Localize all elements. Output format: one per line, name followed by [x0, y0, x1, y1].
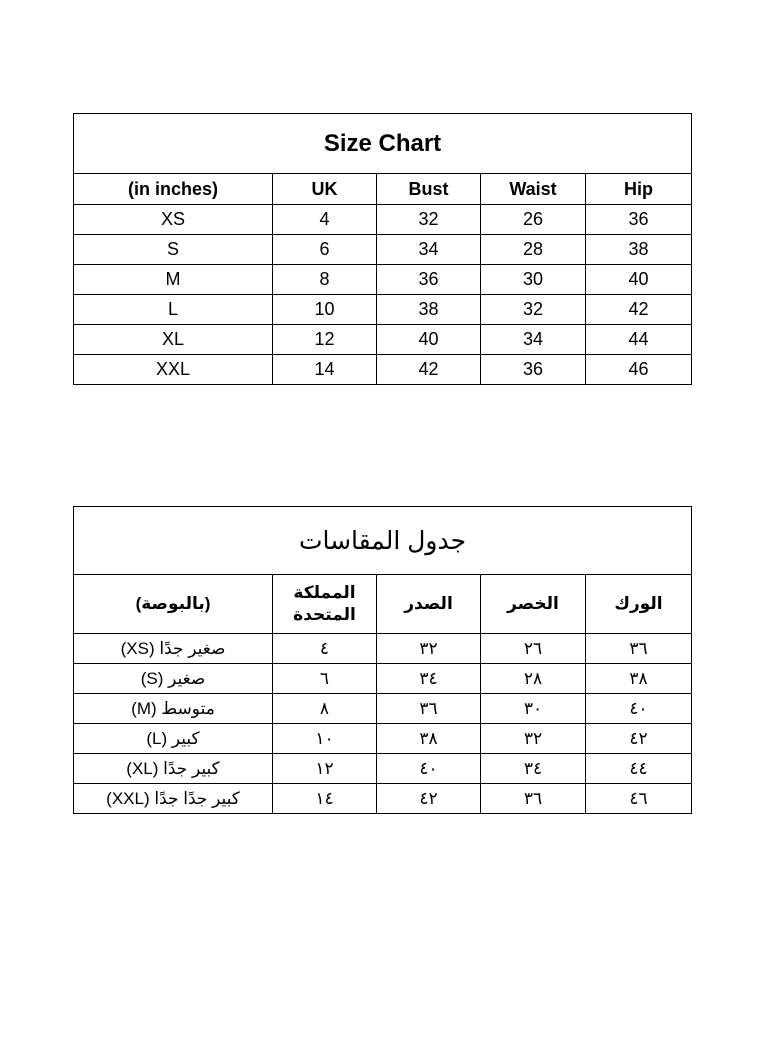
size-cell: L: [74, 295, 273, 325]
bust-cell: ٣٤: [377, 664, 481, 694]
size-cell: XXL: [74, 355, 273, 385]
uk-cell: ٨: [273, 694, 377, 724]
size-cell: كبير جدًا (XL): [74, 754, 273, 784]
hip-cell: ٤٢: [586, 724, 692, 754]
bust-cell: ٤٢: [377, 784, 481, 814]
column-header-waist: الخصر: [481, 575, 586, 634]
size-cell: متوسط (M): [74, 694, 273, 724]
waist-cell: ٣٢: [481, 724, 586, 754]
waist-cell: ٣٦: [481, 784, 586, 814]
waist-cell: ٣٤: [481, 754, 586, 784]
waist-cell: 36: [481, 355, 586, 385]
size-cell: XL: [74, 325, 273, 355]
bust-cell: 40: [377, 325, 481, 355]
waist-cell: 34: [481, 325, 586, 355]
table-header-row: [74, 174, 692, 205]
hip-cell: 38: [586, 235, 692, 265]
table-title-row: [74, 507, 692, 575]
hip-cell: ٤٦: [586, 784, 692, 814]
table-row: [74, 325, 692, 355]
size-cell: صغير (S): [74, 664, 273, 694]
waist-cell: 26: [481, 205, 586, 235]
table-row: [74, 784, 692, 814]
bust-cell: ٣٢: [377, 634, 481, 664]
waist-cell: 28: [481, 235, 586, 265]
uk-cell: 10: [273, 295, 377, 325]
size-cell: M: [74, 265, 273, 295]
size-cell: صغير جدًا (XS): [74, 634, 273, 664]
column-header-unit: (in inches): [74, 174, 273, 205]
uk-cell: ٤: [273, 634, 377, 664]
bust-cell: 34: [377, 235, 481, 265]
hip-cell: ٤٠: [586, 694, 692, 724]
table-row: [74, 235, 692, 265]
size-cell: كبير جدًا جدًا (XXL): [74, 784, 273, 814]
table-row: [74, 694, 692, 724]
table-row: [74, 205, 692, 235]
hip-cell: 46: [586, 355, 692, 385]
hip-cell: 36: [586, 205, 692, 235]
table-row: [74, 355, 692, 385]
table-row: [74, 295, 692, 325]
waist-cell: ٢٦: [481, 634, 586, 664]
uk-cell: 6: [273, 235, 377, 265]
column-header-waist: Waist: [481, 174, 586, 205]
bust-cell: 42: [377, 355, 481, 385]
uk-cell: ١٢: [273, 754, 377, 784]
column-header-bust: Bust: [377, 174, 481, 205]
hip-cell: 42: [586, 295, 692, 325]
size-chart-english-table: [73, 113, 692, 385]
column-header-uk: UK: [273, 174, 377, 205]
uk-cell: 8: [273, 265, 377, 295]
bust-cell: ٣٦: [377, 694, 481, 724]
hip-cell: 40: [586, 265, 692, 295]
table-row: [74, 754, 692, 784]
size-chart-arabic-table: [73, 506, 692, 814]
table-row: [74, 664, 692, 694]
column-header-hip: الورك: [586, 575, 692, 634]
table-row: [74, 265, 692, 295]
uk-cell: 14: [273, 355, 377, 385]
table-header-row: [74, 575, 692, 634]
waist-cell: ٢٨: [481, 664, 586, 694]
hip-cell: ٤٤: [586, 754, 692, 784]
column-header-bust: الصدر: [377, 575, 481, 634]
column-header-hip: Hip: [586, 174, 692, 205]
bust-cell: ٣٨: [377, 724, 481, 754]
table-title: جدول المقاسات: [74, 507, 692, 575]
size-cell: XS: [74, 205, 273, 235]
bust-cell: 36: [377, 265, 481, 295]
size-cell: S: [74, 235, 273, 265]
column-header-uk: المملكة المتحدة: [273, 575, 377, 634]
table-title-row: [74, 114, 692, 174]
hip-cell: 44: [586, 325, 692, 355]
table-row: [74, 634, 692, 664]
uk-cell: ١٤: [273, 784, 377, 814]
hip-cell: ٣٨: [586, 664, 692, 694]
waist-cell: ٣٠: [481, 694, 586, 724]
bust-cell: 38: [377, 295, 481, 325]
waist-cell: 32: [481, 295, 586, 325]
bust-cell: 32: [377, 205, 481, 235]
table-title: Size Chart: [74, 114, 692, 174]
uk-cell: ٦: [273, 664, 377, 694]
uk-cell: 4: [273, 205, 377, 235]
table-row: [74, 724, 692, 754]
column-header-unit: (بالبوصة): [74, 575, 273, 634]
size-cell: كبير (L): [74, 724, 273, 754]
hip-cell: ٣٦: [586, 634, 692, 664]
waist-cell: 30: [481, 265, 586, 295]
bust-cell: ٤٠: [377, 754, 481, 784]
uk-cell: 12: [273, 325, 377, 355]
uk-cell: ١٠: [273, 724, 377, 754]
